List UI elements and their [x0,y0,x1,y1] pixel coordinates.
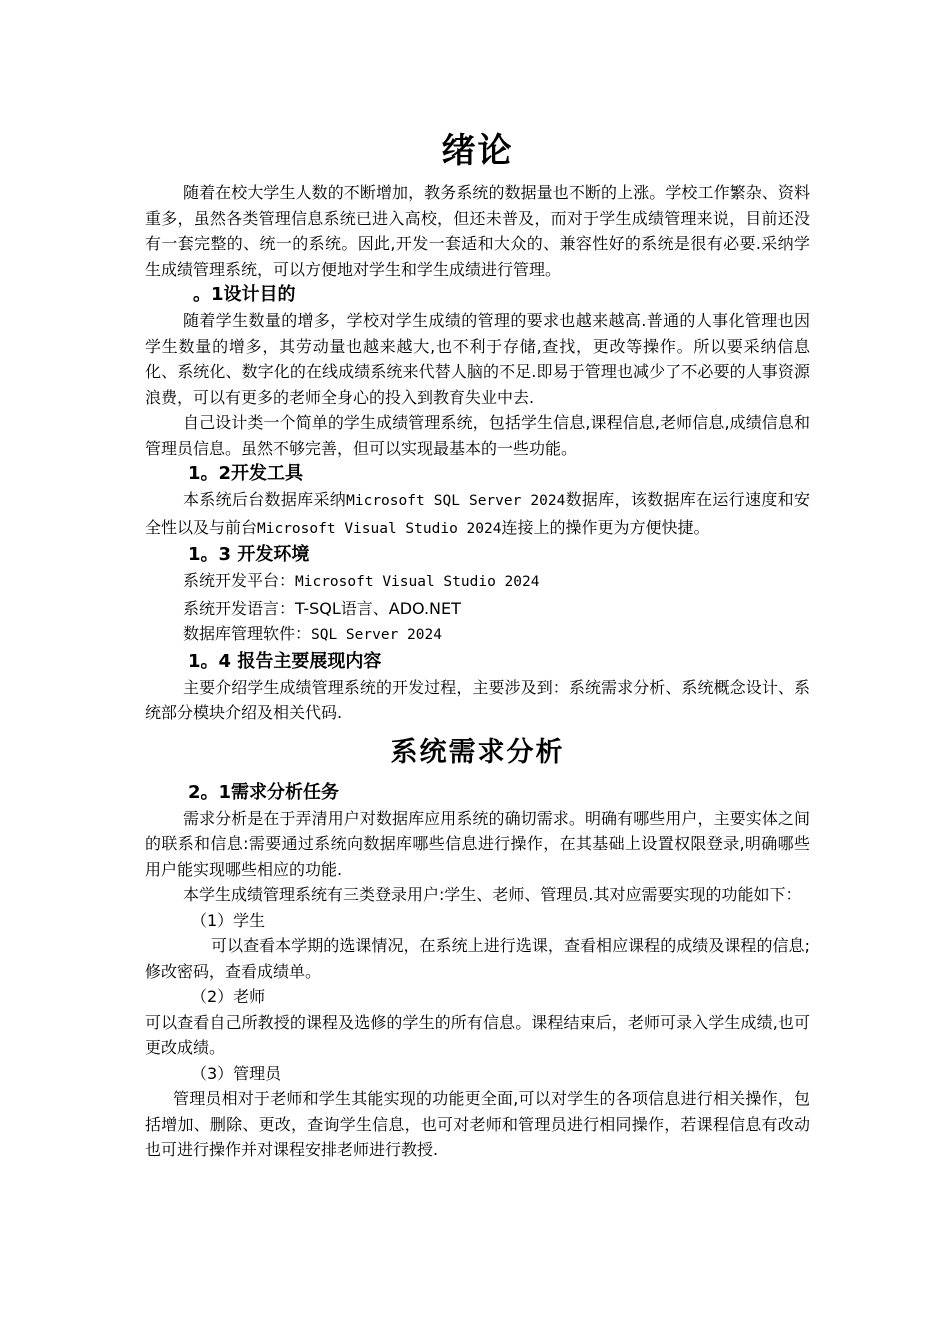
dev-platform-label: 系统开发平台： [183,571,296,590]
section-2-1-heading: 2。1需求分析任务 [188,781,340,803]
dev-platform-value: Microsoft Visual Studio 2024 [295,574,540,590]
text-run: 本系统后台数据库采纳 [183,490,347,509]
db-software-label: 数据库管理软件： [183,624,312,643]
section-1-4-heading: 1。4 报告主要展现内容 [188,650,382,672]
section-1-1-paragraph-1: 随着学生数量的增多，学校对学生成绩的管理的要求也越来越高.普通的人事化管理也因学生数量的增多，其劳动量也越来越大,也不利于存储,查找，更改等操作。所以要采纳信息化、系统化、数字化的在线成绩系统来代替人脑的不足.即易于管理也减少了不必要的人事资源浪费，可以有更多的老师全身心的投入到教育失业中去. [145,311,810,407]
admin-label: （3）管理员 [191,1063,282,1083]
product-name: Microsoft Visual Studio 2024 [257,520,502,537]
student-label: （1）学生 [191,910,266,930]
text-run: 连接上的操作更为方便快捷。 [501,517,710,537]
dev-language-value: T-SQL语言、ADO.NET [295,598,461,618]
section-1-3-heading: 1。3 开发环境 [188,544,310,565]
db-software-line [145,621,810,649]
teacher-label: （2）老师 [191,987,266,1006]
db-software-value: SQL Server 2024 [311,627,442,643]
section-1-1-paragraph-2: 自己设计类一个简单的学生成绩管理系统，包括学生信息,课程信息,老师信息,成绩信息和管理员信息。虽然不够完善，但可以实现最基本的一些功能。 [145,413,810,458]
section-1-1-heading: 。1设计目的 [193,284,296,305]
section-2-1-paragraph-2: 本学生成绩管理系统有三类登录用户:学生、老师、管理员.其对应需要实现的功能如下： [183,885,802,904]
text-run: 数据库，该数据库在运行速度和安全性以及与前台 [145,490,810,537]
intro-paragraph: 随着在校大学生人数的不断增加，教务系统的数据量也不断的上涨。学校工作繁杂、资料重多，虽然各类管理信息系统已进入高校，但还未普及，而对于学生成绩管理来说，目前还没有一套完整的、统一的系统。因此,开发一套适和大众的、兼容性好的系统是很有必要.采纳学生成绩管理系统，可以方便地对学生和学生成绩进行管理。 [145,183,810,279]
intro-title: 绪论 [441,131,514,171]
student-text: 可以查看本学期的选课情况，在系统上进行选课，查看相应课程的成绩及课程的信息;修改密码，查看成绩单。 [145,936,810,981]
document-body [145,128,810,1163]
section-2-1-paragraph-1: 需求分析是在于弄清用户对数据库应用系统的确切需求。明确有哪些用户，主要实体之间的联系和信息:需要通过系统向数据库哪些信息进行操作，在其基础上设置权限登录,明确哪些用户能实现哪些相应的功能. [145,808,810,879]
section-1-2-paragraph [145,487,810,542]
dev-language-line [145,596,810,622]
analysis-title: 系统需求分析 [390,736,565,768]
teacher-text: 可以查看自己所教授的课程及选修的学生的所有信息。课程结束后，老师可录入学生成绩,也可更改成绩。 [145,1012,810,1057]
section-1-2-heading: 1。2开发工具 [188,463,304,484]
admin-text: 管理员相对于老师和学生其能实现的功能更全面,可以对学生的各项信息进行相关操作，包括增加、删除、更改，查询学生信息，也可对老师和管理员进行相同操作，若课程信息有改动也可进行操作并对课程安排老师进行教授. [145,1089,810,1159]
dev-language-label: 系统开发语言： [183,598,296,618]
product-name: Microsoft SQL Server 2024 [346,493,566,509]
section-1-4-paragraph: 主要介绍学生成绩管理系统的开发过程，主要涉及到：系统需求分析、系统概念设计、系统部分模块介绍及相关代码. [145,677,810,722]
dev-platform-line [145,568,810,596]
